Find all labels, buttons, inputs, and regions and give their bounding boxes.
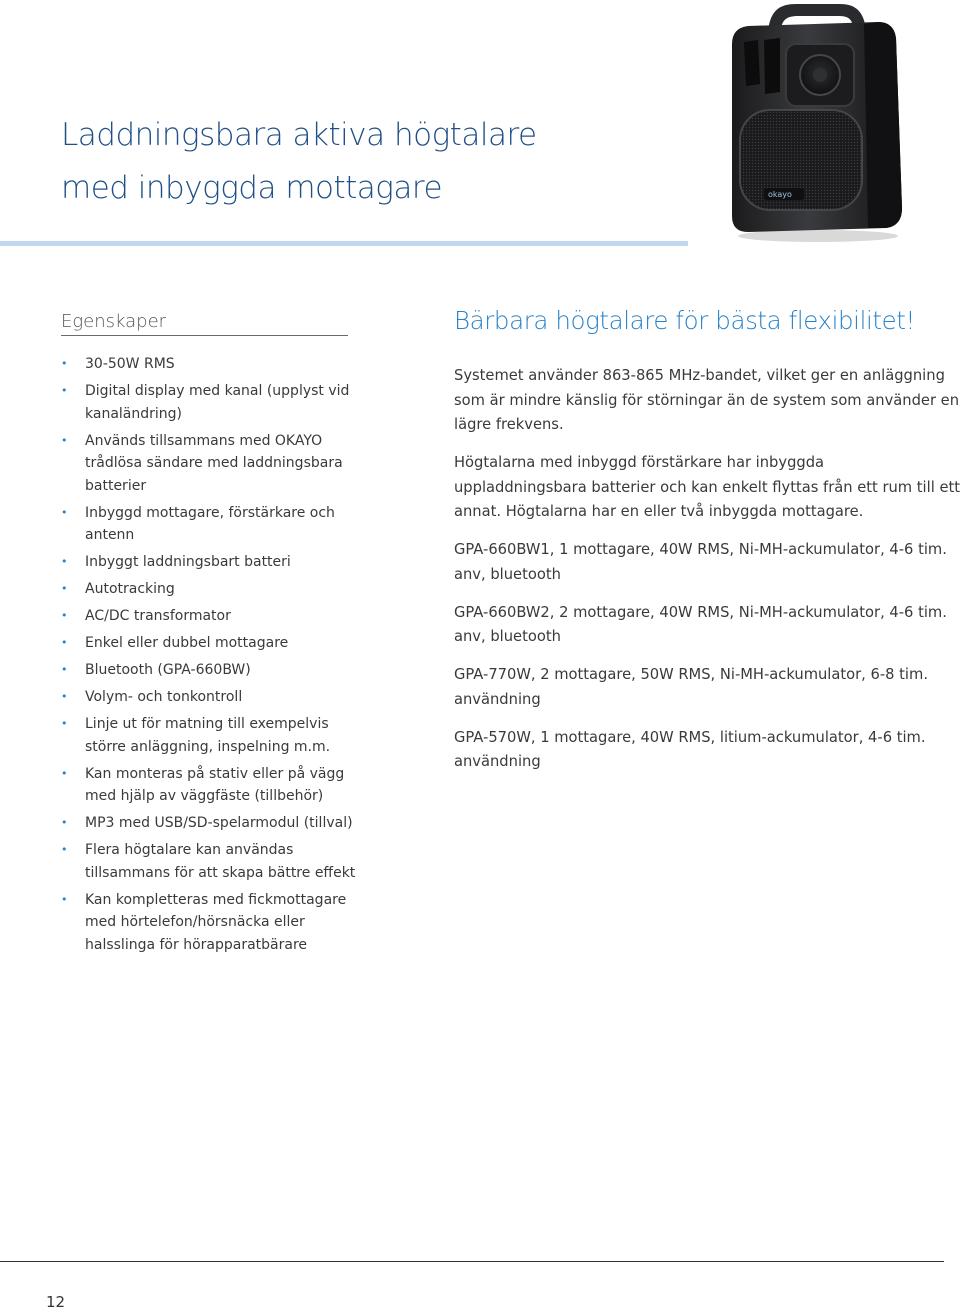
feature-text: MP3 med USB/SD-spelarmodul (tillval) <box>85 815 353 831</box>
bullet-icon: • <box>61 717 68 730</box>
feature-item <box>61 605 361 628</box>
page-title-line-1: Laddningsbara aktiva högtalare <box>61 117 537 153</box>
bullet-icon: • <box>61 892 68 906</box>
feature-text: 30-50W RMS <box>85 356 175 372</box>
bullet-icon: • <box>61 690 68 703</box>
feature-item <box>61 353 361 376</box>
feature-item <box>61 686 361 709</box>
feature-text: Autotracking <box>85 581 175 597</box>
feature-item <box>61 551 361 574</box>
bullet-icon: • <box>61 555 68 568</box>
page-title-line-2: med inbyggda mottagare <box>61 170 443 206</box>
feature-text: Kan monteras på stativ eller på vägg med hjälp av väggfäste (tillbehör) <box>85 765 345 804</box>
feature-text: Volym- och tonkontroll <box>85 689 243 705</box>
speaker-logo-text: okayo <box>768 190 792 199</box>
intro-paragraph: Högtalarna med inbyggd förstärkare har inbyggda uppladdningsbara batterier och kan enkelt flyttas från ett rum till ett annat. Högtalarna har en eller två inbyggda mottagare. <box>454 454 960 520</box>
bullet-icon: • <box>61 433 68 447</box>
feature-text: Enkel eller dubbel mottagare <box>85 635 289 651</box>
bullet-icon: • <box>61 505 68 519</box>
feature-item <box>61 380 361 425</box>
features-heading: Egenskaper <box>61 311 167 332</box>
footer-rule <box>0 1261 944 1262</box>
title-underline <box>0 241 688 246</box>
portable-speaker-icon <box>718 0 933 245</box>
feature-item <box>61 578 361 601</box>
section-heading: Bärbara högtalare för bästa flexibilitet! <box>454 306 915 335</box>
bullet-icon: • <box>61 636 68 649</box>
model-paragraph: GPA-660BW2, 2 mottagare, 40W RMS, Ni-MH-ackumulator, 4-6 tim. anv, bluetooth <box>454 603 947 645</box>
bullet-icon: • <box>61 766 68 780</box>
product-description <box>454 364 960 788</box>
page-number: 12 <box>46 1293 66 1311</box>
feature-item <box>61 659 361 682</box>
feature-text: Kan kompletteras med fickmottagare med hörtelefon/hörsnäcka eller halsslinga för hörapparatbärare <box>85 891 347 953</box>
feature-text: Bluetooth (GPA-660BW) <box>85 662 251 678</box>
feature-item <box>61 889 361 957</box>
intro-paragraph: Systemet använder 863-865 MHz-bandet, vilket ger en anläggning som är mindre känslig för störningar än de system som använder en lägre frekvens. <box>454 367 960 433</box>
feature-text: Används tillsammans med OKAYO trådlösa sändare med laddningsbara batterier <box>85 432 343 494</box>
feature-text: AC/DC transformator <box>85 608 231 624</box>
feature-text: Flera högtalare kan användas tillsammans för att skapa bättre effekt <box>85 842 356 881</box>
feature-item <box>61 812 361 835</box>
feature-text: Linje ut för matning till exempelvis större anläggning, inspelning m.m. <box>85 716 331 755</box>
features-list <box>61 353 361 961</box>
bullet-icon: • <box>61 816 68 829</box>
feature-item <box>61 713 361 758</box>
feature-item <box>61 632 361 655</box>
bullet-icon: • <box>61 663 68 676</box>
bullet-icon: • <box>61 357 68 370</box>
model-paragraph: GPA-660BW1, 1 mottagare, 40W RMS, Ni-MH-ackumulator, 4-6 tim. anv, bluetooth <box>454 541 947 583</box>
speaker-product-image <box>718 0 933 245</box>
feature-item <box>61 502 361 547</box>
model-paragraph: GPA-570W, 1 mottagare, 40W RMS, litium-ackumulator, 4-6 tim. användning <box>454 728 926 770</box>
feature-text: Digital display med kanal (upplyst vid kanaländring) <box>85 383 350 422</box>
feature-item <box>61 839 361 884</box>
model-paragraph: GPA-770W, 2 mottagare, 50W RMS, Ni-MH-ackumulator, 6-8 tim. användning <box>454 666 928 708</box>
feature-text: Inbyggt laddningsbart batteri <box>85 554 291 570</box>
bullet-icon: • <box>61 582 68 595</box>
bullet-icon: • <box>61 384 68 397</box>
feature-item <box>61 430 361 498</box>
feature-text: Inbyggd mottagare, förstärkare och antenn <box>85 504 335 543</box>
bullet-icon: • <box>61 609 68 622</box>
feature-item <box>61 763 361 808</box>
features-heading-rule <box>61 335 348 336</box>
bullet-icon: • <box>61 843 68 856</box>
